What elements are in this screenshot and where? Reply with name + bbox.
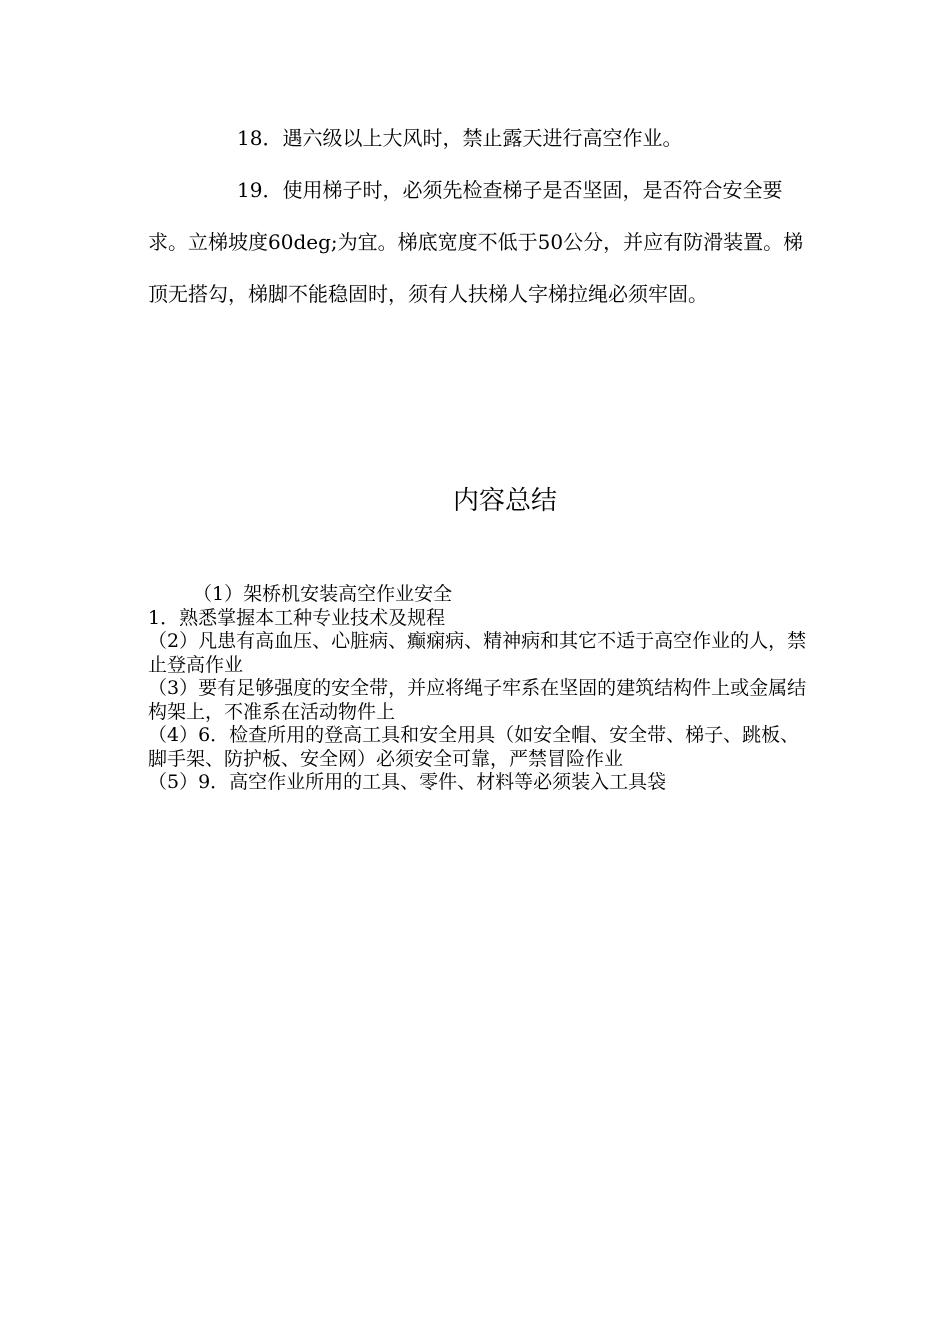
summary-line: （2）凡患有高血压、心脏病、癫痫病、精神病和其它不适于高空作业的人，禁止登高作业: [148, 630, 807, 676]
summary-line: （4）6．检查所用的登高工具和安全用具（如安全帽、安全带、梯子、跳板、脚手架、防护板、安全网）必须安全可靠，严禁冒险作业: [148, 724, 800, 770]
summary-line: （5）9．高空作业所用的工具、零件、材料等必须装入工具袋: [148, 771, 667, 793]
paragraph-19: 19．使用梯子时，必须先检查梯子是否坚固，是否符合安全要求。立梯坡度60deg;为宜。梯底宽度不低于50公分，并应有防滑装置。梯顶无搭勾，梯脚不能稳固时，须有人扶梯人字梯拉绳必须牢固。: [148, 178, 804, 306]
paragraph-18: 18．遇六级以上大风时，禁止露天进行高空作业。: [237, 126, 683, 150]
summary-list: [148, 583, 808, 795]
summary-title: 内容总结: [452, 486, 557, 516]
summary-line: （1）架桥机安装高空作业安全: [193, 583, 453, 605]
summary-line: 1．熟悉掌握本工种专业技术及规程: [148, 606, 446, 629]
summary-line: （3）要有足够强度的安全带，并应将绳子牢系在坚固的建筑结构件上或金属结构架上，不准系在活动物件上: [148, 677, 807, 723]
